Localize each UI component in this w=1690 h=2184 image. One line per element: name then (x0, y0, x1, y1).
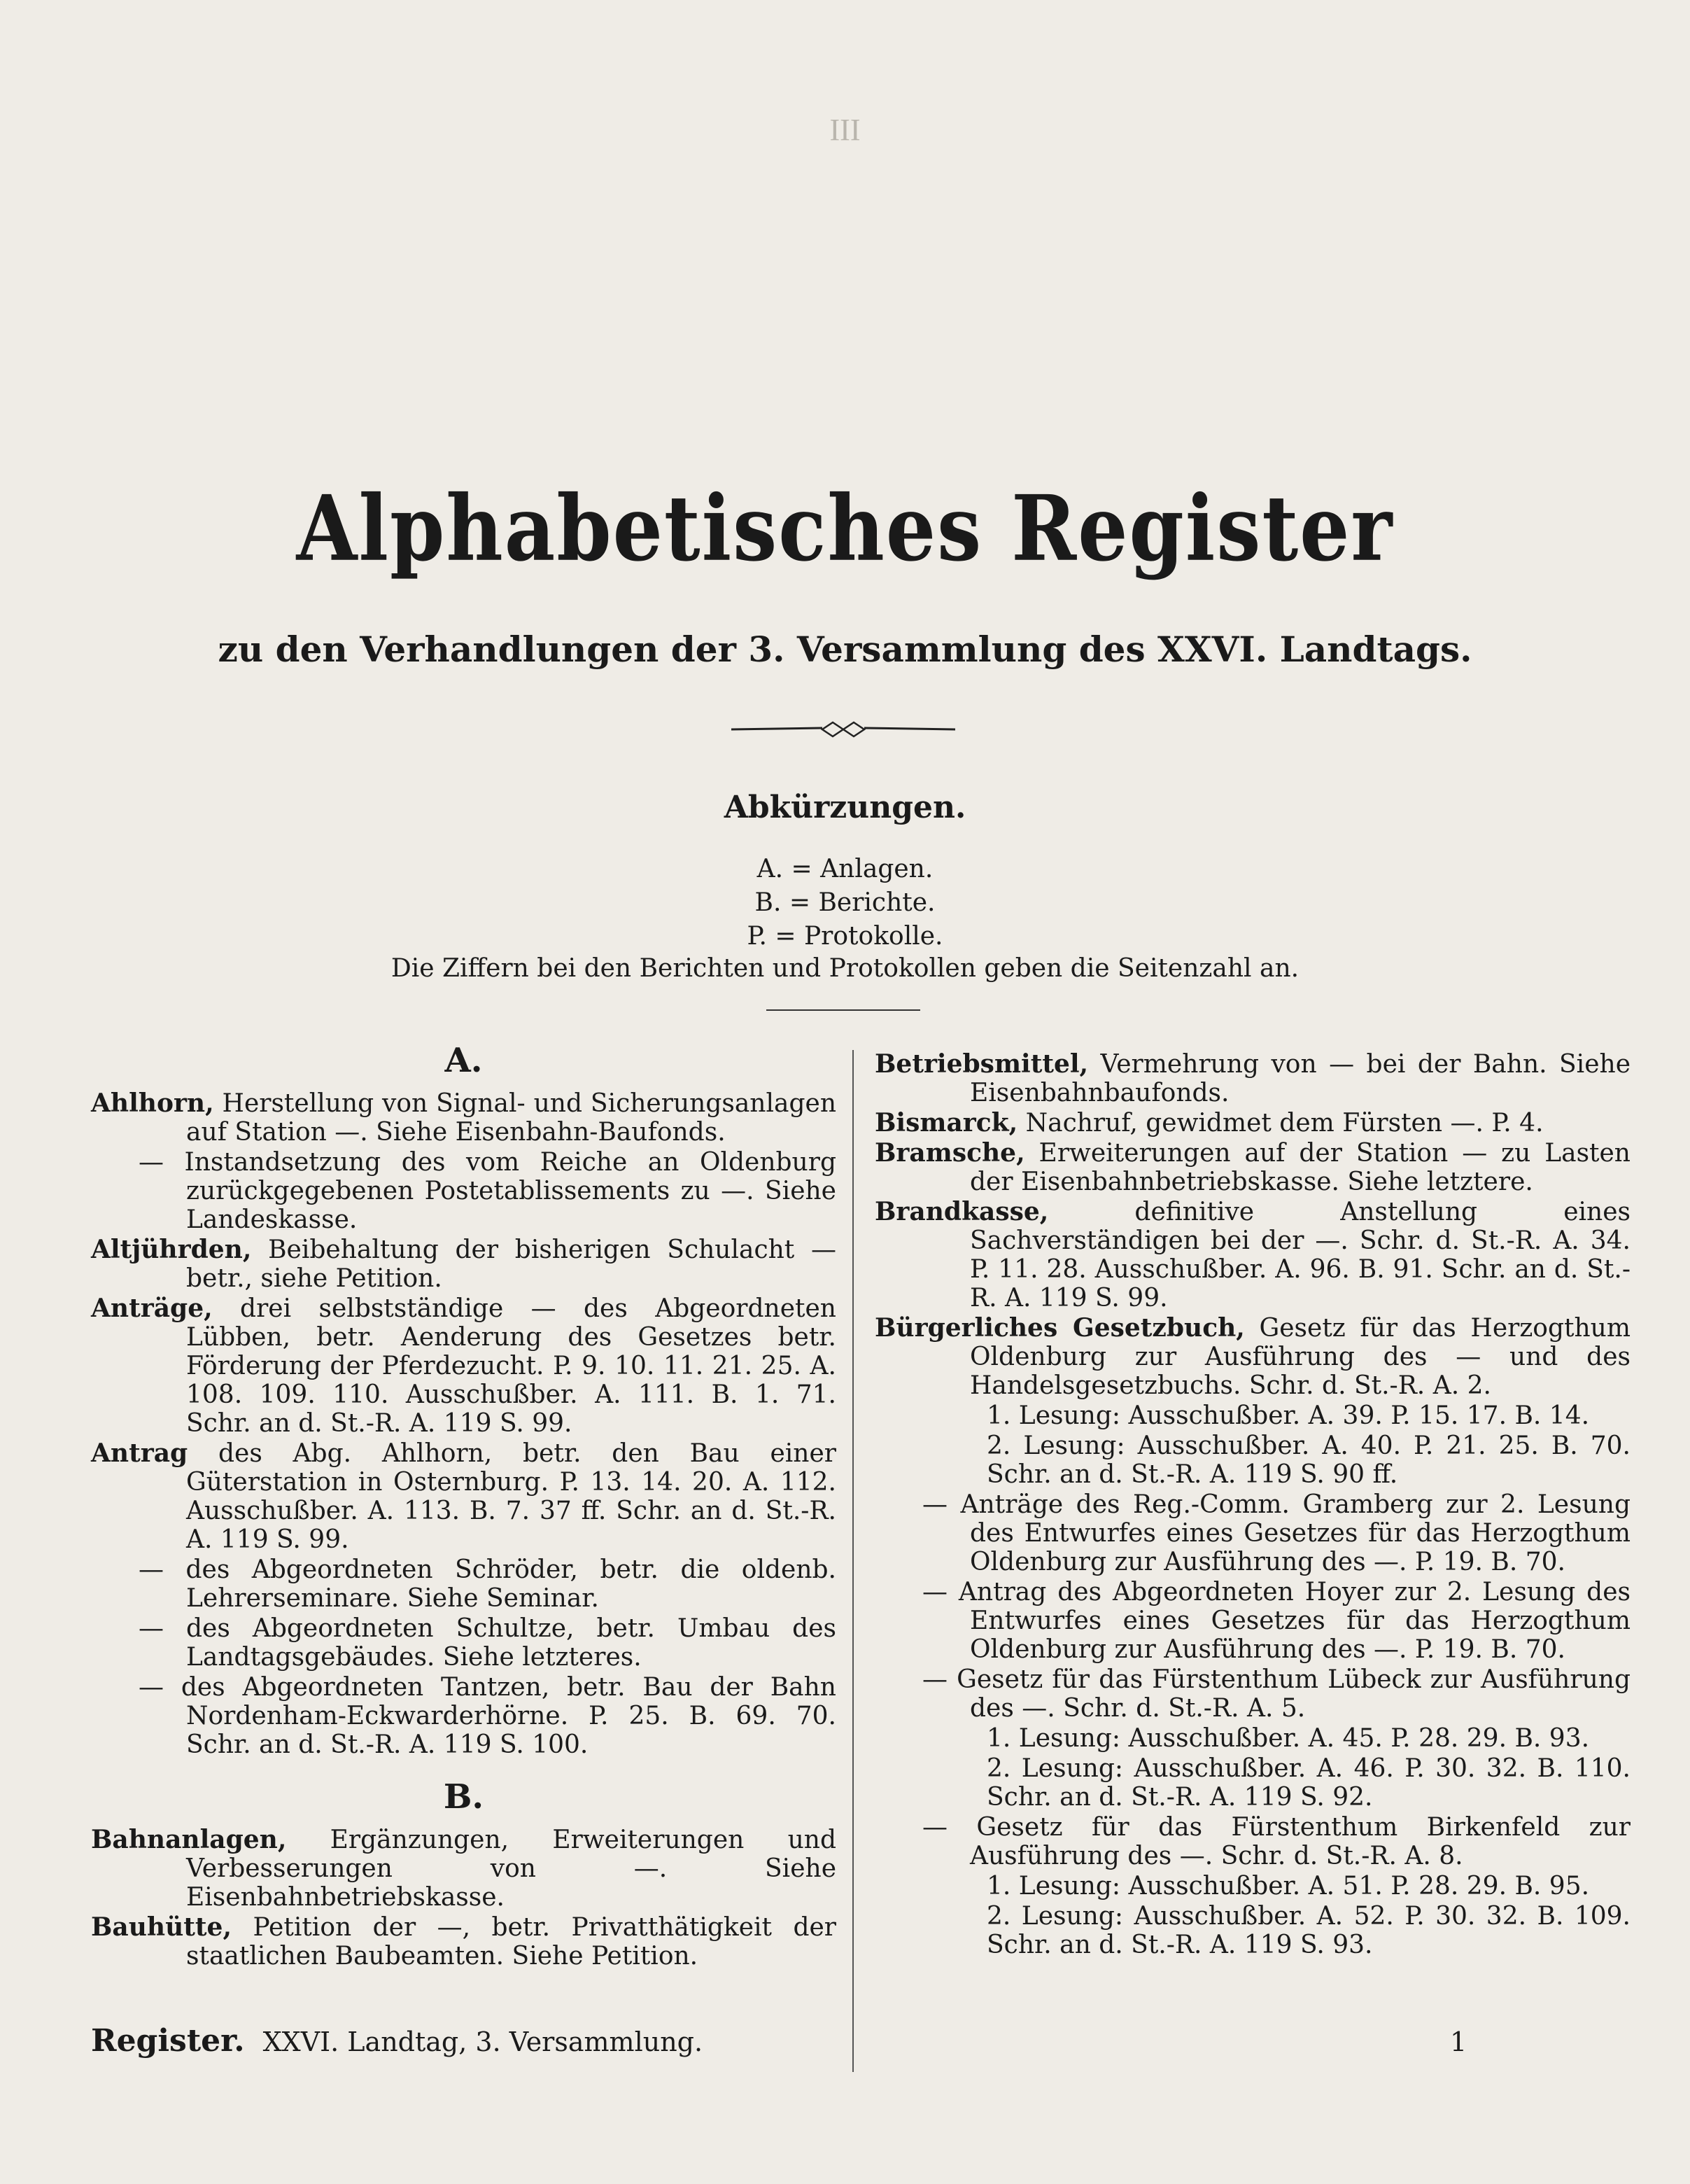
register-entry (875, 1109, 1631, 1138)
register-entry (875, 1401, 1631, 1430)
entry-text: Ergänzungen, Erweiterungen und Verbesserungen von —. Siehe Eisenbahnbetriebskasse. (186, 1826, 836, 1912)
entry-text: 1. Lesung: Ausschußber. A. 45. P. 28. 29. B. 93. (987, 1724, 1590, 1753)
entry-keyword: Bramsche, (875, 1138, 1025, 1168)
footer-text: XXVI. Landtag, 3. Versammlung. (262, 2026, 703, 2057)
register-entry (91, 1614, 836, 1672)
horizontal-rule (766, 1009, 920, 1011)
register-entry (875, 1813, 1631, 1870)
entry-text: Herstellung von Signal- und Sicherungsanlagen auf Station —. Siehe Eisenbahn-Baufonds. (186, 1089, 836, 1147)
abbreviation-item: B. = Berichte. (754, 888, 936, 917)
register-entry (91, 1089, 836, 1147)
entry-text: Nachruf, gewidmet dem Fürsten —. P. 4. (1017, 1109, 1544, 1138)
entry-text: drei selbstständige — des Abgeordneten Lübben, betr. Aenderung des Gesetzes betr. Förderung der Pferdezucht. P. 9. 10. 11. 21. 25. A. 108. 109. 110. Ausschußber. A. 111. B. 1. 71. Schr. an d. St.-R. A. 119 S. 99. (186, 1294, 836, 1438)
section-heading-b: B. (443, 1777, 484, 1816)
abbreviations-heading: Abkürzungen. (724, 790, 966, 825)
bleed-through-right (875, 196, 1631, 490)
register-entry (875, 1872, 1631, 1900)
page-number-roman: III (829, 113, 861, 147)
entry-dash: — (139, 1614, 164, 1643)
register-entry (91, 1673, 836, 1759)
entry-dash: — (139, 1148, 164, 1177)
entry-text: 2. Lesung: Ausschußber. A. 52. P. 30. 32. B. 109. Schr. an d. St.-R. A. 119 S. 93. (987, 1902, 1631, 1959)
register-entry (91, 1555, 836, 1613)
entry-text: Instandsetzung des vom Reiche an Oldenburg zurückgegebenen Postetablissements zu —. Siehe Landeskasse. (164, 1148, 836, 1234)
register-entry (91, 1439, 836, 1554)
entry-dash: — (922, 1578, 948, 1606)
entry-dash: — (139, 1555, 164, 1584)
register-entry (875, 1198, 1631, 1312)
abbreviation-item: P. = Protokolle. (747, 922, 943, 951)
entry-text: definitive Anstellung eines Sachverständigen bei der —. Schr. d. St.-R. A. 34. P. 11. 28. Ausschußber. A. 96. B. 91. Schr. an d. St.-R. A. 119 S. 99. (970, 1198, 1631, 1312)
entry-text: Anträge des Reg.-Comm. Gramberg zur 2. Lesung des Entwurfes eines Gesetzes für das Herzogthum Oldenburg zur Ausführung des —. P. 19. B. 70. (948, 1490, 1631, 1576)
entry-text: Beibehaltung der bisherigen Schulacht — betr., siehe Petition. (186, 1236, 836, 1293)
footer-register-label: Register. (91, 2023, 245, 2059)
page-title: Alphabetisches Register (296, 476, 1394, 582)
entry-text: 2. Lesung: Ausschußber. A. 40. P. 21. 25. B. 70. Schr. an d. St.-R. A. 119 S. 90 ff. (987, 1432, 1631, 1489)
section-heading-a: A. (444, 1041, 483, 1080)
register-entry (91, 1913, 836, 1970)
page-number: 1 (1450, 2026, 1467, 2057)
register-entry (91, 1294, 836, 1438)
entry-keyword: Ahlhorn, (91, 1088, 214, 1118)
register-entry (875, 1665, 1631, 1723)
entry-text: Antrag des Abgeordneten Hoyer zur 2. Lesung des Entwurfes eines Gesetzes für das Herzogthum Oldenburg zur Ausführung des —. P. 19. B. 70. (948, 1578, 1631, 1664)
entry-text: des Abgeordneten Schultze, betr. Umbau des Landtagsgebäudes. Siehe letzteres. (164, 1614, 836, 1672)
register-entry (875, 1902, 1631, 1959)
register-entry (875, 1139, 1631, 1196)
entry-text: Gesetz für das Fürstenthum Birkenfeld zur Ausführung des —. Schr. d. St.-R. A. 8. (948, 1813, 1631, 1870)
entry-text: 1. Lesung: Ausschußber. A. 51. P. 28. 29. B. 95. (987, 1872, 1590, 1900)
entry-text: 2. Lesung: Ausschußber. A. 46. P. 30. 32. B. 110. Schr. an d. St.-R. A. 119 S. 92. (987, 1754, 1631, 1812)
register-entry (875, 1490, 1631, 1576)
ornament-divider (731, 715, 955, 743)
register-entry (875, 1432, 1631, 1489)
entry-text: des Abg. Ahlhorn, betr. den Bau einer Güterstation in Osternburg. P. 13. 14. 20. A. 112. Ausschußber. A. 113. B. 7. 37 ff. Schr. an d. St.-R. A. 119 S. 99. (186, 1439, 836, 1554)
entry-text: Vermehrung von — bei der Bahn. Siehe Eisenbahnbaufonds. (970, 1050, 1631, 1107)
entry-text: Gesetz für das Fürstenthum Lübeck zur Ausführung des —. Schr. d. St.-R. A. 5. (948, 1665, 1631, 1723)
entry-dash: — (922, 1490, 948, 1519)
entry-keyword: Antrag (91, 1438, 188, 1468)
entry-text: des Abgeordneten Tantzen, betr. Bau der Bahn Nordenham-Eckwarderhörne. P. 25. B. 69. 70. Schr. an d. St.-R. A. 119 S. 100. (164, 1673, 836, 1759)
entry-text: Petition der —, betr. Privatthätigkeit der staatlichen Baubeamten. Siehe Petition. (186, 1913, 836, 1970)
left-column (91, 1040, 836, 1972)
entry-dash: — (922, 1665, 948, 1694)
right-column (875, 1050, 1631, 1961)
entry-keyword: Altjührden, (91, 1235, 252, 1264)
abbreviation-item: A. = Anlagen. (756, 855, 934, 883)
entry-keyword: Bauhütte, (91, 1912, 232, 1942)
bleed-through-left (91, 175, 833, 469)
entry-keyword: Bismarck, (875, 1108, 1018, 1138)
entry-text: 1. Lesung: Ausschußber. A. 39. P. 15. 17. B. 14. (987, 1401, 1590, 1430)
register-entry (91, 1148, 836, 1234)
register-entry (875, 1724, 1631, 1753)
entry-text: des Abgeordneten Schröder, betr. die oldenb. Lehrerseminare. Siehe Seminar. (164, 1555, 836, 1613)
abbreviations-list (0, 853, 1690, 953)
register-entry (875, 1050, 1631, 1107)
page-footer (91, 2023, 703, 2059)
register-entry (91, 1236, 836, 1293)
entry-keyword: Brandkasse, (875, 1197, 1049, 1226)
page-subtitle: zu den Verhandlungen der 3. Versammlung des XXVI. Landtags. (218, 629, 1472, 670)
entry-dash: — (922, 1813, 948, 1842)
register-entry (875, 1314, 1631, 1400)
register-entry (875, 1578, 1631, 1664)
register-entry (875, 1754, 1631, 1812)
entry-keyword: Betriebsmittel, (875, 1049, 1089, 1079)
register-entry (91, 1826, 836, 1912)
abbreviations-note: Die Ziffern bei den Berichten und Protokollen geben die Seitenzahl an. (390, 954, 1300, 983)
entry-keyword: Bürgerliches Gesetzbuch, (875, 1313, 1245, 1343)
entry-dash: — (139, 1673, 164, 1702)
entry-keyword: Bahnanlagen, (91, 1825, 287, 1854)
entry-text: Erweiterungen auf der Station — zu Lasten der Eisenbahnbetriebskasse. Siehe letztere. (970, 1139, 1631, 1196)
entry-text: Gesetz für das Herzogthum Oldenburg zur Ausführung des — und des Handelsgesetzbuchs. Schr. d. St.-R. A. 2. (970, 1314, 1631, 1400)
column-divider (852, 1050, 854, 2072)
entry-keyword: Anträge, (91, 1294, 213, 1323)
